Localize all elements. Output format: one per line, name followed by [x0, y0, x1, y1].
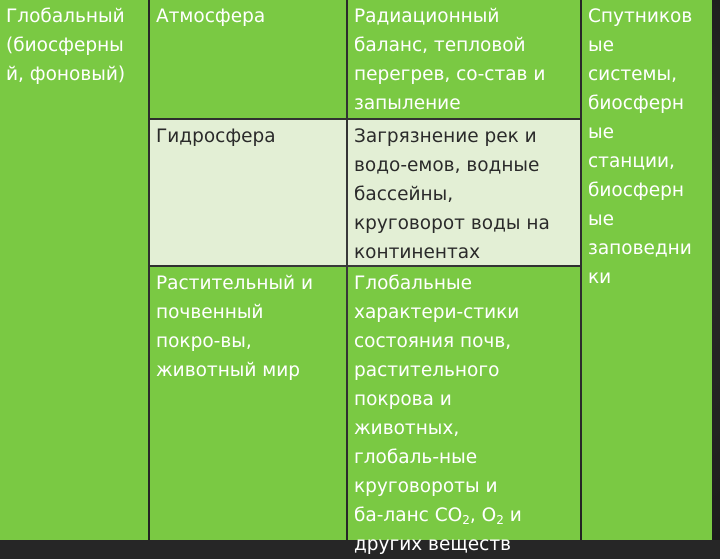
level-line: Глобальный	[6, 6, 125, 27]
means-line: биосферн	[588, 93, 684, 114]
desc-line: животных,	[354, 418, 460, 439]
desc-line: круговорот воды на	[354, 213, 550, 234]
desc-line-cut: других веществ	[354, 534, 511, 555]
balance-prefix: ба-ланс CO	[354, 505, 463, 526]
desc-line: Глобальные	[354, 273, 472, 294]
sphere-line: животный мир	[156, 360, 301, 381]
sphere-line: почвенный	[156, 302, 264, 323]
means-line: станции,	[588, 151, 675, 172]
balance-sub-o2: 2	[496, 513, 504, 527]
means-line: ки	[588, 267, 612, 288]
balance-suffix: и	[503, 505, 522, 526]
cell-level-global	[0, 0, 148, 540]
desc-line: запыление	[354, 93, 461, 114]
desc-line: покрова и	[354, 389, 452, 410]
desc-line: бассейны,	[354, 184, 454, 205]
means-line: системы,	[588, 64, 677, 85]
cell-monitoring-means	[582, 0, 712, 540]
cell-desc-hydrosphere	[348, 120, 580, 265]
desc-line: водо-емов, водные	[354, 155, 540, 176]
desc-line: перегрев, со-став и	[354, 64, 546, 85]
cell-sphere-atmosphere	[150, 0, 346, 118]
means-line: ые	[588, 35, 614, 56]
desc-line: Радиационный	[354, 6, 500, 27]
cell-desc-atmosphere	[348, 0, 580, 118]
desc-line: характери-стики	[354, 302, 520, 323]
balance-sub-co2: 2	[462, 513, 470, 527]
means-line: заповедни	[588, 238, 692, 259]
sphere-line: Гидросфера	[156, 126, 276, 147]
cell-sphere-biota	[150, 267, 346, 540]
desc-line: континентах	[354, 242, 481, 263]
desc-line: баланс, тепловой	[354, 35, 526, 56]
cell-sphere-hydrosphere	[150, 120, 346, 265]
level-line: (биосферны	[6, 35, 124, 56]
desc-line: глобаль-ные	[354, 447, 478, 468]
means-line: Спутников	[588, 6, 693, 27]
means-line: ые	[588, 209, 614, 230]
desc-line: растительного	[354, 360, 500, 381]
desc-line: Загрязнение рек и	[354, 126, 537, 147]
sphere-line: Атмосфера	[156, 6, 266, 27]
desc-line: состояния почв,	[354, 331, 512, 352]
balance-mid: , O	[469, 505, 497, 526]
level-line: й, фоновый)	[6, 64, 126, 85]
sphere-line: Растительный и	[156, 273, 313, 294]
cell-desc-biota	[348, 267, 580, 555]
desc-line-balance	[354, 501, 574, 530]
desc-line: круговороты и	[354, 476, 498, 497]
sphere-line: покро-вы,	[156, 331, 252, 352]
means-line: биосферн	[588, 180, 684, 201]
means-line: ые	[588, 122, 614, 143]
